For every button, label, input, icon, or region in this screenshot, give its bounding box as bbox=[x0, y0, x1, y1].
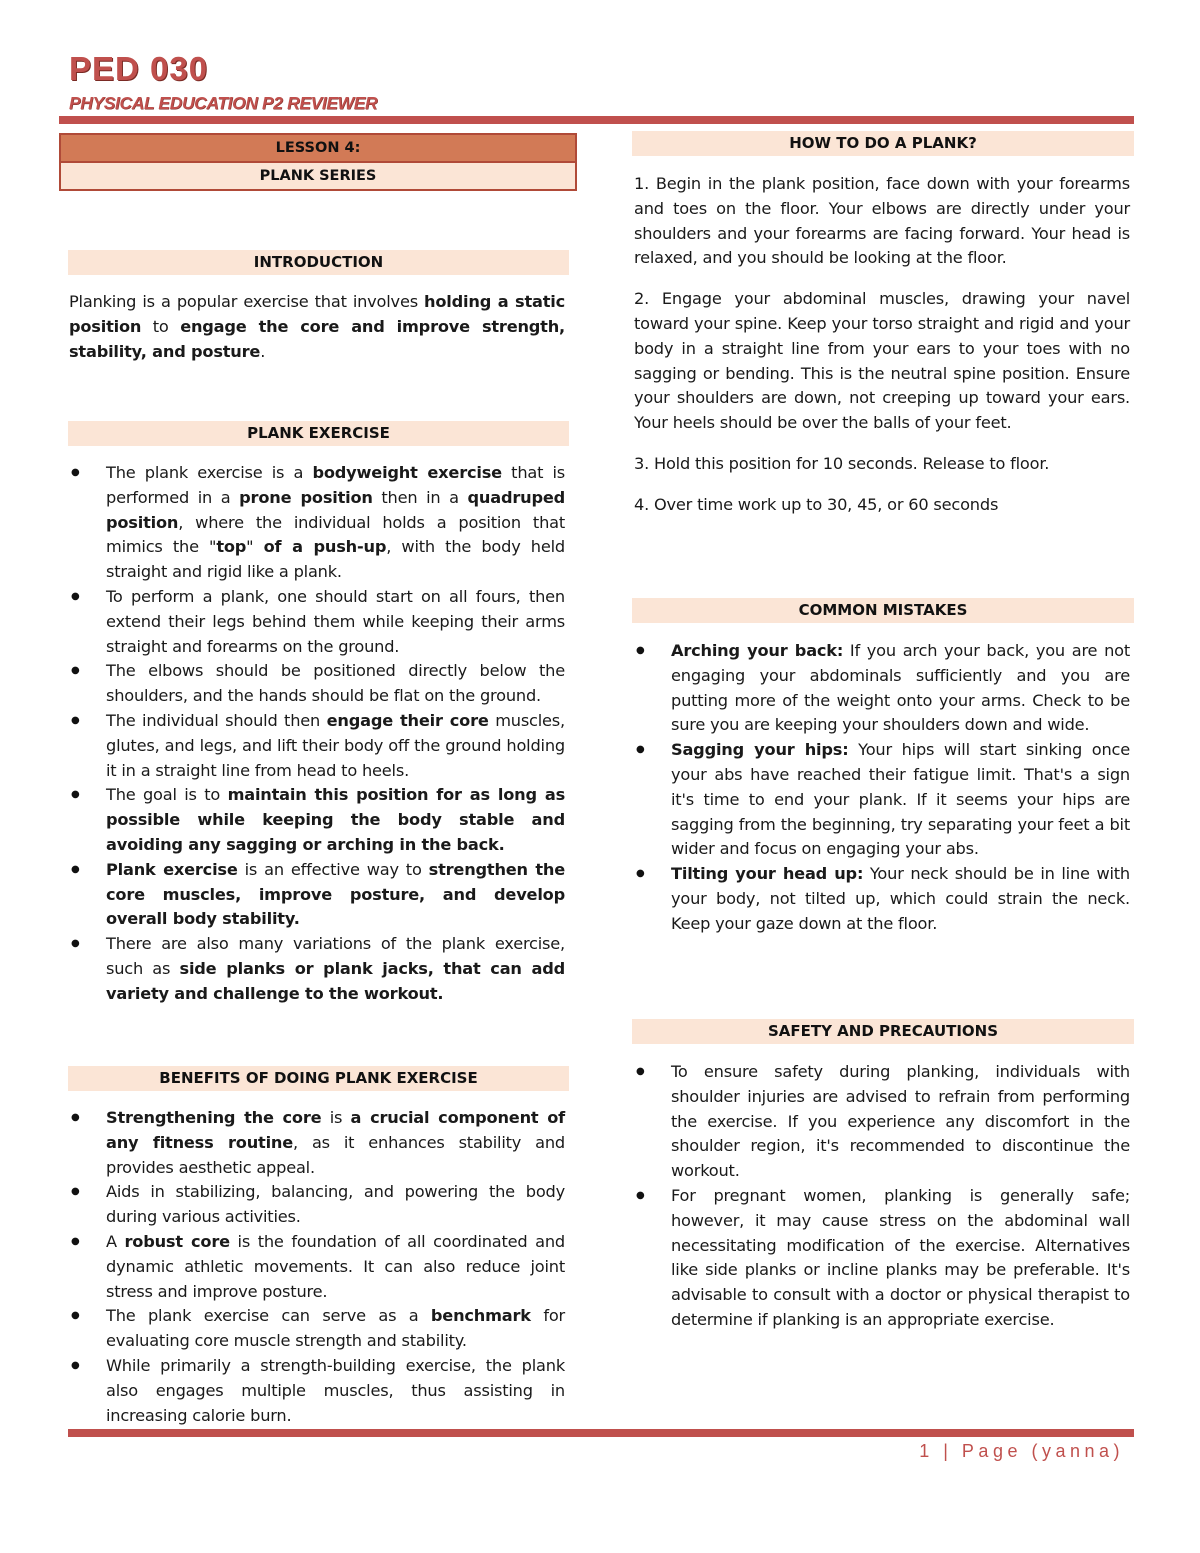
benefits-heading: BENEFITS OF DOING PLANK EXERCISE bbox=[68, 1066, 569, 1091]
list-item: ● The plank exercise is a bodyweight exercise that is performed in a prone position then in a quadruped position, where the individual holds a position that mimics the "top" of a push-up, with the body held straight and rigid like a plank. bbox=[69, 461, 565, 585]
list-item: ● The goal is to maintain this position for as long as possible while keeping the body stable and avoiding any sagging or arching in the back. bbox=[69, 783, 565, 857]
document-subtitle: PHYSICAL EDUCATION P2 REVIEWER bbox=[69, 93, 378, 113]
header-divider bbox=[59, 116, 1134, 124]
page-footer: 1 | Page (yanna) bbox=[919, 1441, 1124, 1461]
benefits-list bbox=[69, 1106, 565, 1428]
list-item: ● The plank exercise can serve as a benchmark for evaluating core muscle strength and stability. bbox=[69, 1304, 565, 1354]
list-item: ● To ensure safety during planking, individuals with shoulder injuries are advised to refrain from performing the exercise. If you experience any discomfort in the shoulder region, it's recommended to discontinue the workout. bbox=[634, 1060, 1130, 1184]
list-item: ● Aids in stabilizing, balancing, and powering the body during various activities. bbox=[69, 1180, 565, 1230]
list-item: ● A robust core is the foundation of all coordinated and dynamic athletic movements. It can also reduce joint stress and improve posture. bbox=[69, 1230, 565, 1304]
list-item: ● Tilting your head up: Your neck should be in line with your body, not tilted up, which could strain the neck. Keep your gaze down at the floor. bbox=[634, 862, 1130, 936]
safety-heading: SAFETY AND PRECAUTIONS bbox=[632, 1019, 1134, 1044]
how-to-heading: HOW TO DO A PLANK? bbox=[632, 131, 1134, 156]
list-item: ● While primarily a strength-building exercise, the plank also engages multiple muscles, thus assisting in increasing calorie burn. bbox=[69, 1354, 565, 1428]
list-item: ● Plank exercise is an effective way to strengthen the core muscles, improve posture, and develop overall body stability. bbox=[69, 858, 565, 932]
lesson-name: PLANK SERIES bbox=[59, 163, 577, 191]
lesson-title-box bbox=[59, 133, 577, 191]
list-item: ● The individual should then engage their core muscles, glutes, and legs, and lift their body off the ground holding it in a straight line from head to heels. bbox=[69, 709, 565, 783]
list-item: ● The elbows should be positioned directly below the shoulders, and the hands should be flat on the ground. bbox=[69, 659, 565, 709]
how-to-step-3: 3. Hold this position for 10 seconds. Release to floor. bbox=[634, 453, 1050, 473]
list-item: ● Strengthening the core is a crucial component of any fitness routine, as it enhances stability and provides aesthetic appeal. bbox=[69, 1106, 565, 1180]
introduction-heading: INTRODUCTION bbox=[68, 250, 569, 275]
common-mistakes-list bbox=[634, 639, 1130, 937]
list-item: ● To perform a plank, one should start on all fours, then extend their legs behind them while keeping their arms straight and forearms on the ground. bbox=[69, 585, 565, 659]
how-to-steps bbox=[634, 172, 1130, 534]
common-mistakes-heading: COMMON MISTAKES bbox=[632, 598, 1134, 623]
how-to-step-2: 2. Engage your abdominal muscles, drawing your navel toward your spine. Keep your torso straight and rigid and your body in a straight line from your ears to your toes with no sagging or bending. This is the neutral spine position. Ensure your shoulders are down, not creeping up toward your ears. Your heels should be over the balls of your feet. bbox=[634, 289, 1130, 433]
list-item: ● Sagging your hips: Your hips will start sinking once your abs have reached their fatigue limit. That's a sign it's time to end your plank. If it seems your hips are sagging from the beginning, try separating your feet a bit wider and focus on engaging your abs. bbox=[634, 738, 1130, 862]
how-to-step-1: 1. Begin in the plank position, face down with your forearms and toes on the floor. Your elbows are directly under your shoulders and your forearms are facing forward. Your head is relaxed, and you should be looking at the floor. bbox=[634, 174, 1130, 268]
footer-divider bbox=[68, 1429, 1134, 1437]
document-title: PED 030 bbox=[69, 50, 209, 87]
list-item: ● For pregnant women, planking is generally safe; however, it may cause stress on the abdominal wall necessitating modification of the exercise. Alternatives like side planks or incline planks may be preferable. It's advisable to consult with a doctor or physical therapist to determine if planking is an appropriate exercise. bbox=[634, 1184, 1130, 1333]
list-item: ● There are also many variations of the plank exercise, such as side planks or plank jacks, that can add variety and challenge to the workout. bbox=[69, 932, 565, 1006]
introduction-text: Planking is a popular exercise that involves holding a static position to engage the core and improve strength, stability, and posture. bbox=[69, 292, 565, 361]
list-item: ● Arching your back: If you arch your back, you are not engaging your abdominals sufficiently and you are putting more of the weight onto your arms. Check to be sure you are keeping your shoulders down and wide. bbox=[634, 639, 1130, 738]
lesson-number: LESSON 4: bbox=[59, 133, 577, 163]
how-to-step-4: 4. Over time work up to 30, 45, or 60 seconds bbox=[634, 494, 999, 514]
plank-exercise-heading: PLANK EXERCISE bbox=[68, 421, 569, 446]
safety-list bbox=[634, 1060, 1130, 1333]
plank-exercise-list bbox=[69, 461, 565, 1007]
